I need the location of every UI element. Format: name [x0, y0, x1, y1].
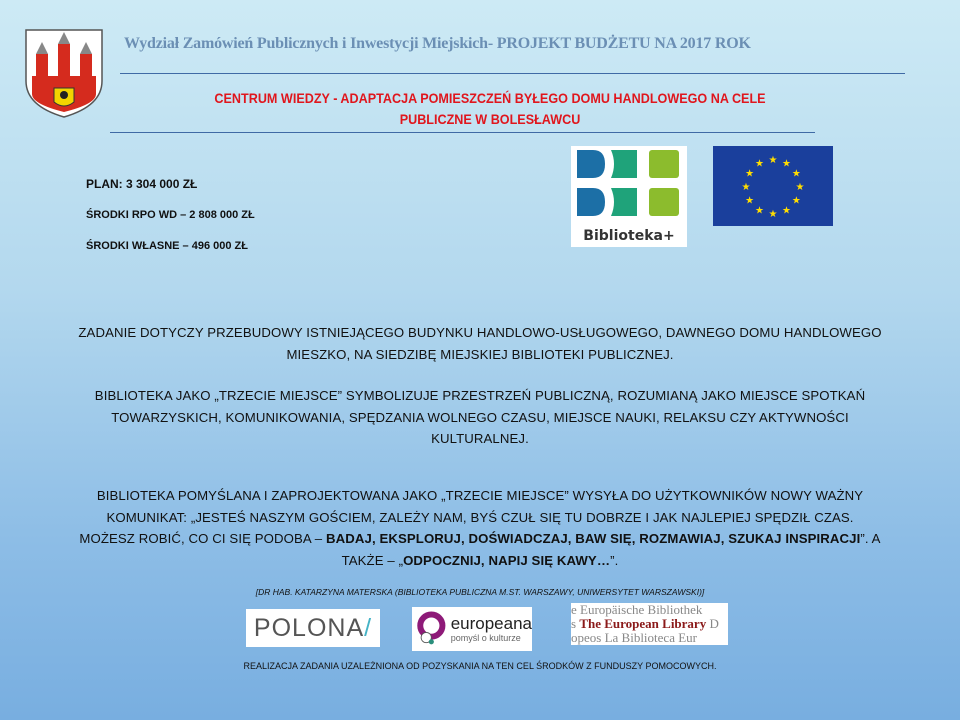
polona-logo — [246, 609, 380, 647]
own-funds: ŚRODKI WŁASNE – 496 000 ZŁ — [86, 240, 248, 252]
text: ”. A TAKŻE – „ — [341, 531, 881, 568]
paragraph-task-description: ZADANIE DOTYCZY PRZEBUDOWY ISTNIEJĄCEGO BUDYNKU HANDLOWO-USŁUGOWEGO, DAWNEGO DOMU HANDLOWEGO MIESZKO, NA SIEDZIBĘ MIEJSKIEJ BIBLIOTEKI PUBLICZNEJ. — [78, 325, 882, 362]
footer-note: REALIZACJA ZADANIA UZALEŻNIONA OD POZYSKANIA NA TEN CEL ŚRODKÓW Z FUNDUSZY POMOCOWYCH. — [243, 661, 717, 671]
eu-flag — [713, 146, 833, 226]
europeana-tagline: pomyśl o kulturze — [450, 633, 521, 643]
quote-attribution: [DR HAB. KATARZYNA MATERSKA (BIBLIOTEKA PUBLICZNA M.ST. WARSZAWY, UNIWERSYTET WARSZAWSKI)] — [255, 587, 705, 597]
text: BIBLIOTEKA POMYŚLANA I ZAPROJEKTOWANA JAKO „TRZECIE MIEJSCE” WYSYŁA DO UŻYTKOWNIKÓW NOWY WAŻNY KOMUNIKAT: „JESTEŚ NASZYM GOŚCIEM, ZALEŻY NAM, BYŚ CZUŁ SIĘ TU DOBRZE I JAK NAJLEPIEJ SPĘDZIŁ CZAS. MOŻESZ ROBIĆ, CO CI SIĘ PODOBA – — [79, 488, 864, 546]
star-icon: ★ — [768, 209, 778, 220]
star-icon: ★ — [755, 205, 764, 217]
project-title — [139, 88, 841, 130]
project-title-line2: PUBLICZNE W BOLESŁAWCU — [399, 111, 581, 127]
paragraph-third-place: BIBLIOTEKA JAKO „TRZECIE MIEJSCE” SYMBOLIZUJE PRZESTRZEŃ PUBLICZNĄ, ROZUMIANĄ JAKO MIEJSCE SPOTKAŃ TOWARZYSKICH, KOMUNIKOWANIA, SPĘDZANIA WOLNEGO CZASU, MIEJSCE NAUKI, RELAKSU CZY AKTYWNOŚCI KULTURALNEJ. — [94, 388, 866, 446]
tel-line1: e Europäische Bibliothek — [571, 603, 703, 617]
tel-line3: opeos La Biblioteca Eur — [571, 630, 697, 645]
tel-text: s — [571, 616, 580, 631]
star-icon: ★ — [745, 168, 755, 180]
star-icon: ★ — [782, 158, 791, 170]
biblioteka-plus-logo — [571, 146, 687, 247]
europeana-icon — [416, 609, 447, 649]
europeana-logo — [412, 607, 532, 651]
european-library-logo — [571, 603, 728, 645]
tel-line2: The European Library — [579, 616, 707, 631]
biblioteka-plus-text: Biblioteka+ — [583, 228, 675, 244]
text-bold: ODPOCZNIJ, NAPIJ SIĘ KAWY… — [403, 552, 611, 568]
divider — [110, 132, 815, 133]
star-icon: ★ — [768, 155, 778, 166]
project-title-line1: CENTRUM WIEDZY - ADAPTACJA POMIESZCZEŃ BYŁEGO DOMU HANDLOWEGO NA CELE — [214, 90, 766, 106]
star-icon: ★ — [782, 205, 791, 217]
divider — [120, 73, 905, 74]
rpo-funds: ŚRODKI RPO WD – 2 808 000 ZŁ — [86, 209, 255, 221]
paragraph-message — [78, 485, 882, 571]
tel-text: D — [706, 616, 719, 631]
plan-amount: PLAN: 3 304 000 ZŁ — [86, 177, 198, 191]
text-bold: BADAJ, EKSPLORUJ, DOŚWIADCZAJ, BAW SIĘ, ROZMAWIAJ, SZUKAJ INSPIRACJI — [326, 531, 861, 546]
polona-slash: / — [364, 613, 373, 642]
polona-text: POLONA — [253, 613, 365, 642]
star-icon: ★ — [795, 182, 805, 193]
boleslawiec-coat-of-arms-logo — [24, 26, 104, 118]
star-icon: ★ — [791, 195, 801, 207]
department-header: Wydział Zamówień Publicznych i Inwestycji Miejskich- PROJEKT BUDŻETU NA 2017 ROK — [124, 35, 751, 52]
star-icon: ★ — [755, 158, 764, 170]
star-icon: ★ — [741, 182, 751, 193]
star-icon: ★ — [745, 195, 755, 207]
text: ”. — [610, 552, 619, 568]
star-icon: ★ — [791, 168, 801, 180]
europeana-text: europeana — [450, 614, 532, 633]
